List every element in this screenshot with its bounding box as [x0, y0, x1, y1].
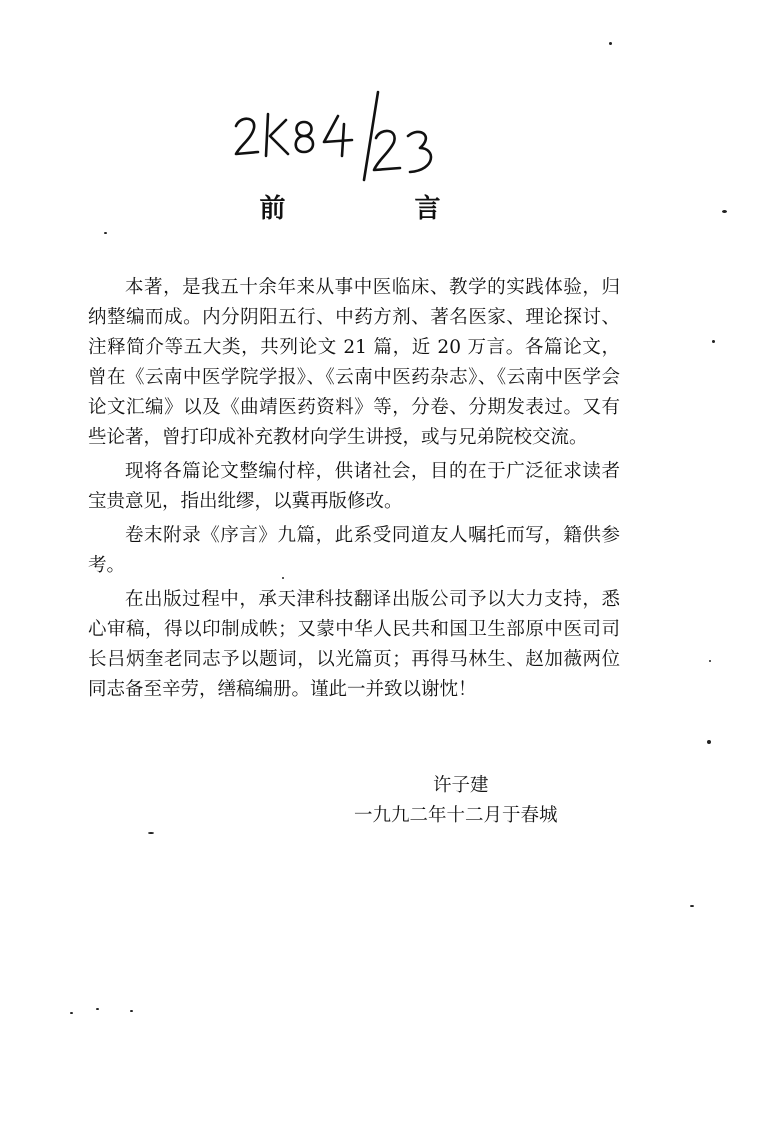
scan-speck — [690, 905, 694, 907]
scan-speck — [130, 1010, 133, 1012]
scan-speck — [707, 740, 711, 744]
scan-speck — [709, 660, 711, 662]
page-title: 前 言 — [259, 194, 501, 224]
handwritten-annotation-drawing — [228, 86, 443, 186]
scan-speck — [609, 42, 612, 45]
paragraph: 现将各篇论文整编付梓，供诸社会，目的在于广泛征求读者宝贵意见，指出纰缪，以冀再版修改。 — [88, 461, 620, 512]
paragraph: 本著，是我五十余年来从事中医临床、教学的实践体验，归纳整编而成。内分阴阳五行、中药方剂、著名医家、理论探讨、注释简介等五大类，共列论文 21 篇，近 20 万言。各篇论文，曾在《云南中医学院学报》、《云南中医药杂志》、《云南中医学会论文汇编》以及《曲靖医药资料》等，分卷、分期发表过。又有些论著，曾打印成补充教材向学生讲授，或与兄弟院校交流。 — [88, 277, 620, 448]
scan-speck — [104, 232, 107, 234]
scan-speck — [148, 832, 154, 834]
paragraph: 在出版过程中，承天津科技翻译出版公司予以大力支持，悉心审稿，得以印制成帙；又蒙中华人民共和国卫生部原中医司司长吕炳奎老同志予以题词，以光篇页；再得马林生、赵加薇两位同志备至辛劳，缮稿编册。谨此一并致以谢忱！ — [88, 589, 620, 700]
author-name: 许子建 — [433, 775, 489, 796]
scan-speck — [282, 577, 284, 579]
handwritten-annotation — [228, 86, 443, 186]
signature-date: 一九九二年十二月于春城 — [354, 805, 558, 826]
scan-speck — [722, 210, 727, 213]
scan-speck — [712, 340, 715, 343]
scan-speck — [96, 1008, 99, 1010]
paragraph: 卷末附录《序言》九篇，此系受同道友人嘱托而写，籍供参考。 — [88, 525, 620, 576]
scan-speck — [70, 1012, 73, 1014]
preface-body — [88, 273, 620, 709]
